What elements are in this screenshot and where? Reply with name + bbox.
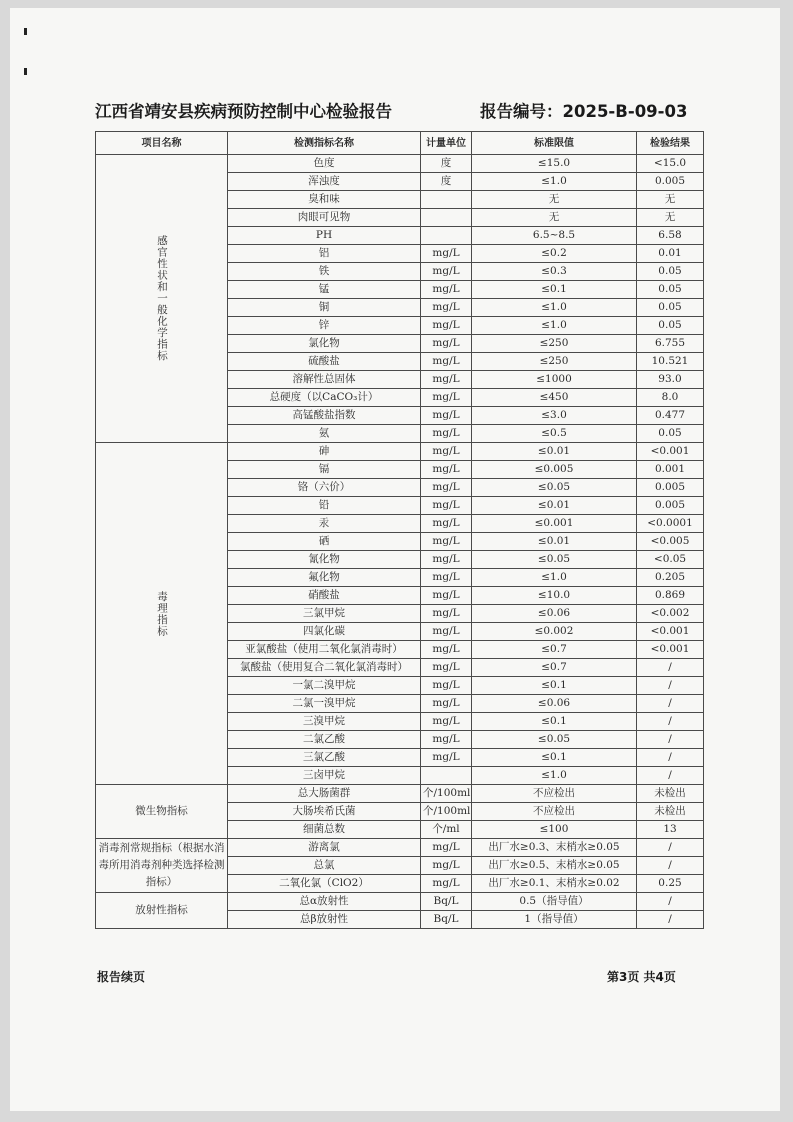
unit-cell bbox=[421, 227, 472, 245]
result-cell: 0.05 bbox=[637, 425, 704, 443]
indicator-name-cell: 总氯 bbox=[228, 857, 421, 875]
unit-cell: 个/100ml bbox=[421, 785, 472, 803]
indicator-name-cell: 溶解性总固体 bbox=[228, 371, 421, 389]
result-cell: <0.05 bbox=[637, 551, 704, 569]
unit-cell: mg/L bbox=[421, 605, 472, 623]
unit-cell: mg/L bbox=[421, 281, 472, 299]
limit-cell: ≤0.7 bbox=[472, 659, 637, 677]
result-cell: 0.005 bbox=[637, 173, 704, 191]
unit-cell bbox=[421, 191, 472, 209]
unit-cell: mg/L bbox=[421, 641, 472, 659]
result-cell: 未检出 bbox=[637, 803, 704, 821]
indicator-name-cell: 总β放射性 bbox=[228, 911, 421, 929]
unit-cell: mg/L bbox=[421, 749, 472, 767]
limit-cell: 0.5（指导值） bbox=[472, 893, 637, 911]
indicator-name-cell: 臭和味 bbox=[228, 191, 421, 209]
limit-cell: ≤0.01 bbox=[472, 497, 637, 515]
unit-cell: mg/L bbox=[421, 443, 472, 461]
result-cell: / bbox=[637, 713, 704, 731]
limit-cell: ≤250 bbox=[472, 335, 637, 353]
unit-cell: mg/L bbox=[421, 425, 472, 443]
limit-cell: 出厂水≥0.5、末梢水≥0.05 bbox=[472, 857, 637, 875]
indicator-name-cell: 总α放射性 bbox=[228, 893, 421, 911]
limit-cell: ≤1.0 bbox=[472, 317, 637, 335]
indicator-name-cell: 硒 bbox=[228, 533, 421, 551]
result-cell: 0.477 bbox=[637, 407, 704, 425]
result-cell: / bbox=[637, 677, 704, 695]
result-cell: 6.755 bbox=[637, 335, 704, 353]
unit-cell: mg/L bbox=[421, 731, 472, 749]
limit-cell: ≤0.1 bbox=[472, 713, 637, 731]
indicator-name-cell: 汞 bbox=[228, 515, 421, 533]
limit-cell: ≤1.0 bbox=[472, 767, 637, 785]
table-row bbox=[96, 893, 704, 911]
report-title: 江西省靖安县疾病预防控制中心检验报告 bbox=[95, 102, 392, 121]
unit-cell: mg/L bbox=[421, 479, 472, 497]
limit-cell: ≤0.005 bbox=[472, 461, 637, 479]
unit-cell: 度 bbox=[421, 155, 472, 173]
limit-cell: ≤1.0 bbox=[472, 569, 637, 587]
indicator-name-cell: 铜 bbox=[228, 299, 421, 317]
result-cell: / bbox=[637, 731, 704, 749]
indicator-name-cell: 三卤甲烷 bbox=[228, 767, 421, 785]
result-cell: 10.521 bbox=[637, 353, 704, 371]
limit-cell: ≤0.01 bbox=[472, 443, 637, 461]
result-cell: 0.005 bbox=[637, 479, 704, 497]
result-cell: 无 bbox=[637, 191, 704, 209]
column-header: 标准限值 bbox=[472, 132, 637, 155]
indicator-name-cell: 一氯二溴甲烷 bbox=[228, 677, 421, 695]
limit-cell: ≤0.3 bbox=[472, 263, 637, 281]
table-row bbox=[96, 443, 704, 461]
unit-cell: mg/L bbox=[421, 551, 472, 569]
table-body bbox=[96, 155, 704, 929]
indicator-name-cell: 三溴甲烷 bbox=[228, 713, 421, 731]
unit-cell: 个/100ml bbox=[421, 803, 472, 821]
limit-cell: 1（指导值） bbox=[472, 911, 637, 929]
indicator-name-cell: 氯酸盐（使用复合二氧化氯消毒时） bbox=[228, 659, 421, 677]
column-header: 计量单位 bbox=[421, 132, 472, 155]
column-header: 项目名称 bbox=[96, 132, 228, 155]
column-header: 检测指标名称 bbox=[228, 132, 421, 155]
unit-cell: mg/L bbox=[421, 299, 472, 317]
footer-continued-label: 报告续页 bbox=[97, 970, 146, 984]
limit-cell: ≤10.0 bbox=[472, 587, 637, 605]
unit-cell: mg/L bbox=[421, 533, 472, 551]
limit-cell: ≤0.002 bbox=[472, 623, 637, 641]
limit-cell: ≤0.06 bbox=[472, 605, 637, 623]
result-cell: / bbox=[637, 749, 704, 767]
indicator-name-cell: 总硬度（以CaCO₃计） bbox=[228, 389, 421, 407]
result-cell: 0.05 bbox=[637, 263, 704, 281]
unit-cell: mg/L bbox=[421, 857, 472, 875]
limit-cell: ≤0.1 bbox=[472, 281, 637, 299]
indicator-name-cell: 硝酸盐 bbox=[228, 587, 421, 605]
result-cell: 0.25 bbox=[637, 875, 704, 893]
result-cell: / bbox=[637, 911, 704, 929]
indicator-name-cell: 二氧化氯（ClO2） bbox=[228, 875, 421, 893]
unit-cell: mg/L bbox=[421, 677, 472, 695]
unit-cell: mg/L bbox=[421, 497, 472, 515]
result-cell: <0.001 bbox=[637, 641, 704, 659]
table-row bbox=[96, 839, 704, 857]
indicator-name-cell: 高锰酸盐指数 bbox=[228, 407, 421, 425]
indicator-name-cell: 氰化物 bbox=[228, 551, 421, 569]
indicator-name-cell: PH bbox=[228, 227, 421, 245]
unit-cell: mg/L bbox=[421, 371, 472, 389]
indicator-name-cell: 氨 bbox=[228, 425, 421, 443]
category-cell: 微生物指标 bbox=[96, 785, 228, 839]
limit-cell: 不应检出 bbox=[472, 803, 637, 821]
result-cell: 0.001 bbox=[637, 461, 704, 479]
result-cell: 6.58 bbox=[637, 227, 704, 245]
unit-cell: mg/L bbox=[421, 389, 472, 407]
indicator-name-cell: 锌 bbox=[228, 317, 421, 335]
indicator-name-cell: 细菌总数 bbox=[228, 821, 421, 839]
punch-mark bbox=[24, 28, 27, 35]
indicator-name-cell: 二氯一溴甲烷 bbox=[228, 695, 421, 713]
unit-cell: mg/L bbox=[421, 461, 472, 479]
limit-cell: ≤0.5 bbox=[472, 425, 637, 443]
unit-cell: mg/L bbox=[421, 515, 472, 533]
limit-cell: 无 bbox=[472, 191, 637, 209]
indicator-name-cell: 铅 bbox=[228, 497, 421, 515]
result-cell: <0.001 bbox=[637, 443, 704, 461]
result-cell: / bbox=[637, 659, 704, 677]
unit-cell: 度 bbox=[421, 173, 472, 191]
result-cell: / bbox=[637, 767, 704, 785]
indicator-name-cell: 色度 bbox=[228, 155, 421, 173]
unit-cell: mg/L bbox=[421, 569, 472, 587]
indicator-name-cell: 四氯化碳 bbox=[228, 623, 421, 641]
unit-cell: mg/L bbox=[421, 353, 472, 371]
result-cell: 8.0 bbox=[637, 389, 704, 407]
unit-cell: Bq/L bbox=[421, 893, 472, 911]
limit-cell: ≤0.7 bbox=[472, 641, 637, 659]
punch-mark bbox=[24, 68, 27, 75]
limit-cell: ≤0.01 bbox=[472, 533, 637, 551]
result-cell: <0.002 bbox=[637, 605, 704, 623]
unit-cell bbox=[421, 767, 472, 785]
unit-cell: 个/ml bbox=[421, 821, 472, 839]
limit-cell: 出厂水≥0.1、末梢水≥0.02 bbox=[472, 875, 637, 893]
table-row bbox=[96, 785, 704, 803]
unit-cell: mg/L bbox=[421, 695, 472, 713]
result-cell: <0.005 bbox=[637, 533, 704, 551]
result-cell: 0.869 bbox=[637, 587, 704, 605]
limit-cell: ≤0.05 bbox=[472, 731, 637, 749]
unit-cell: mg/L bbox=[421, 317, 472, 335]
result-cell: <0.001 bbox=[637, 623, 704, 641]
limit-cell: ≤1.0 bbox=[472, 299, 637, 317]
indicator-name-cell: 亚氯酸盐（使用二氧化氯消毒时） bbox=[228, 641, 421, 659]
column-header: 检验结果 bbox=[637, 132, 704, 155]
indicator-name-cell: 二氯乙酸 bbox=[228, 731, 421, 749]
result-cell: / bbox=[637, 839, 704, 857]
indicator-name-cell: 镉 bbox=[228, 461, 421, 479]
table-header-row bbox=[96, 132, 704, 155]
result-cell: 未检出 bbox=[637, 785, 704, 803]
limit-cell: ≤0.1 bbox=[472, 677, 637, 695]
limit-cell: ≤15.0 bbox=[472, 155, 637, 173]
limit-cell: ≤0.2 bbox=[472, 245, 637, 263]
limit-cell: ≤1000 bbox=[472, 371, 637, 389]
limit-cell: ≤0.05 bbox=[472, 479, 637, 497]
unit-cell: mg/L bbox=[421, 263, 472, 281]
indicator-name-cell: 氟化物 bbox=[228, 569, 421, 587]
result-cell: 93.0 bbox=[637, 371, 704, 389]
result-cell: 0.05 bbox=[637, 317, 704, 335]
unit-cell: mg/L bbox=[421, 875, 472, 893]
report-number: 报告编号：2025-B-09-03 bbox=[480, 102, 688, 121]
unit-cell: mg/L bbox=[421, 713, 472, 731]
limit-cell: 不应检出 bbox=[472, 785, 637, 803]
limit-cell: ≤100 bbox=[472, 821, 637, 839]
report-title-bar bbox=[95, 98, 705, 122]
result-cell: / bbox=[637, 695, 704, 713]
indicator-name-cell: 三氯乙酸 bbox=[228, 749, 421, 767]
indicator-name-cell: 锰 bbox=[228, 281, 421, 299]
unit-cell: mg/L bbox=[421, 587, 472, 605]
unit-cell: mg/L bbox=[421, 335, 472, 353]
category-cell: 放射性指标 bbox=[96, 893, 228, 929]
indicator-name-cell: 肉眼可见物 bbox=[228, 209, 421, 227]
table-row bbox=[96, 155, 704, 173]
limit-cell: ≤0.06 bbox=[472, 695, 637, 713]
unit-cell: mg/L bbox=[421, 659, 472, 677]
result-cell: 0.205 bbox=[637, 569, 704, 587]
result-cell: 0.005 bbox=[637, 497, 704, 515]
limit-cell: 出厂水≥0.3、末梢水≥0.05 bbox=[472, 839, 637, 857]
category-cell: 消毒剂常规指标（根据水消毒所用消毒剂种类选择检测指标） bbox=[96, 839, 228, 893]
limit-cell: 无 bbox=[472, 209, 637, 227]
result-cell: 无 bbox=[637, 209, 704, 227]
result-cell: 13 bbox=[637, 821, 704, 839]
indicator-name-cell: 铬（六价） bbox=[228, 479, 421, 497]
result-cell: 0.05 bbox=[637, 281, 704, 299]
result-cell: / bbox=[637, 893, 704, 911]
result-cell: 0.01 bbox=[637, 245, 704, 263]
result-cell: <15.0 bbox=[637, 155, 704, 173]
limit-cell: 6.5~8.5 bbox=[472, 227, 637, 245]
limit-cell: ≤1.0 bbox=[472, 173, 637, 191]
indicator-name-cell: 三氯甲烷 bbox=[228, 605, 421, 623]
indicator-name-cell: 硫酸盐 bbox=[228, 353, 421, 371]
category-cell: 毒理指标 bbox=[96, 443, 228, 785]
unit-cell: Bq/L bbox=[421, 911, 472, 929]
limit-cell: ≤0.1 bbox=[472, 749, 637, 767]
unit-cell: mg/L bbox=[421, 407, 472, 425]
limit-cell: ≤0.001 bbox=[472, 515, 637, 533]
indicator-name-cell: 浑浊度 bbox=[228, 173, 421, 191]
indicator-name-cell: 砷 bbox=[228, 443, 421, 461]
limit-cell: ≤0.05 bbox=[472, 551, 637, 569]
limit-cell: ≤3.0 bbox=[472, 407, 637, 425]
inspection-table bbox=[95, 131, 704, 929]
unit-cell: mg/L bbox=[421, 623, 472, 641]
footer-page-number: 第3页 共4页 bbox=[607, 970, 676, 984]
indicator-name-cell: 氯化物 bbox=[228, 335, 421, 353]
indicator-name-cell: 铝 bbox=[228, 245, 421, 263]
unit-cell: mg/L bbox=[421, 245, 472, 263]
indicator-name-cell: 铁 bbox=[228, 263, 421, 281]
result-cell: <0.0001 bbox=[637, 515, 704, 533]
limit-cell: ≤450 bbox=[472, 389, 637, 407]
indicator-name-cell: 总大肠菌群 bbox=[228, 785, 421, 803]
indicator-name-cell: 大肠埃希氏菌 bbox=[228, 803, 421, 821]
limit-cell: ≤250 bbox=[472, 353, 637, 371]
unit-cell: mg/L bbox=[421, 839, 472, 857]
result-cell: 0.05 bbox=[637, 299, 704, 317]
result-cell: / bbox=[637, 857, 704, 875]
unit-cell bbox=[421, 209, 472, 227]
indicator-name-cell: 游离氯 bbox=[228, 839, 421, 857]
category-cell: 感官性状和一般化学指标 bbox=[96, 155, 228, 443]
